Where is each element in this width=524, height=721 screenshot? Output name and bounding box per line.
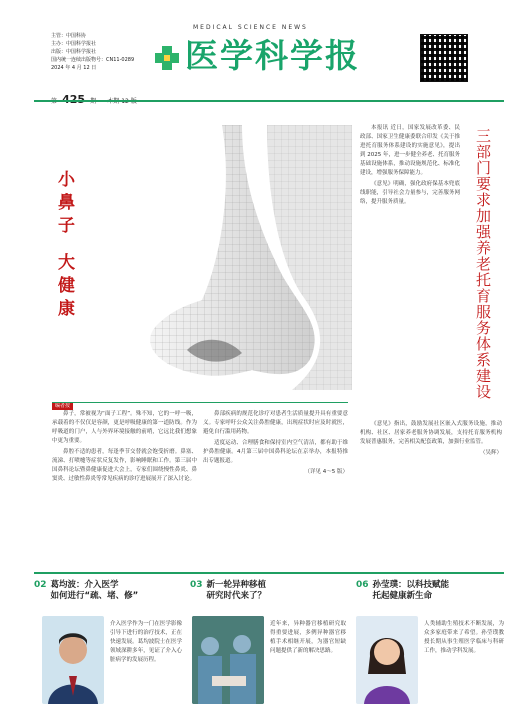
headline-char: 鼻 bbox=[54, 193, 74, 216]
teaser-title-line: 如何进行“疏、堵、修” bbox=[50, 591, 139, 601]
surgery-photo bbox=[192, 616, 264, 704]
teaser-text: 近年来，异种器官移植研究取得重要进展，多例异种器官移植手术相继开展，为器官短缺问题提供了新的解决思路。 bbox=[270, 621, 346, 654]
side-paragraph: 《意见》指出，鼓励发展社区嵌入式服务设施，推动机构、社区、居家养老服务协调发展，支持托育服务机构发展普惠服务，完善相关配套政策，加强行业监管。 bbox=[360, 421, 502, 445]
masthead-info bbox=[51, 32, 134, 72]
teaser-title bbox=[51, 580, 139, 602]
nose-illustration bbox=[92, 125, 352, 390]
feature-tag: 编者按 bbox=[52, 402, 73, 410]
side-story-headline: 三部门要求加强养老托育服务体系建设 bbox=[474, 128, 492, 400]
headline-char: 子 bbox=[54, 216, 74, 239]
teaser-03[interactable] bbox=[190, 580, 350, 710]
headline-char: 小 bbox=[54, 170, 74, 193]
teaser-text: 人类辅助生殖技术不断发展，为众多家庭带来了希望。孙莹璞教授长期从事生殖医学临床与科研工作，推动学科发展。 bbox=[424, 621, 504, 654]
teaser-06[interactable] bbox=[356, 580, 506, 710]
side-story-body bbox=[360, 124, 460, 209]
portrait-photo bbox=[42, 616, 104, 704]
teaser-02[interactable] bbox=[34, 580, 184, 710]
teaser-rule bbox=[34, 572, 504, 574]
qr-code bbox=[420, 34, 468, 82]
masthead-title: 医学科学报 bbox=[185, 36, 360, 75]
side-story-body-lower bbox=[360, 420, 502, 458]
portrait-photo bbox=[356, 616, 418, 704]
teaser-title-line: 葛均波：介入医学 bbox=[50, 580, 119, 590]
teaser-title-line: 孙莹璞：以科技赋能 bbox=[372, 580, 450, 590]
info-line: 出版：中国科学报社 bbox=[51, 49, 97, 55]
masthead-title-en: MEDICAL SCIENCE NEWS bbox=[193, 24, 308, 31]
side-source: （吴辉） bbox=[479, 450, 502, 456]
continued-note: （详见 4～5 版） bbox=[304, 469, 348, 475]
feature-paragraph: 适度运动、合理膳食和保持室内空气清洁，都有助于维护鼻腔健康。4月第三届中国鼻科论坛在京举办，本报特推出专题报道。 bbox=[203, 440, 348, 464]
feature-paragraph: 鼻子，常被视为“面子工程”。殊不知，它的一呼一吸，承载着的不仅仅是容颜，更是呼吸健康的第一道防线。作为呼吸道的门户，人与外界环境接触的前哨，它远比我们想象中更为重要。 bbox=[52, 411, 197, 444]
masthead-rule bbox=[34, 100, 504, 102]
feature-body-left bbox=[52, 410, 197, 486]
teaser-number: 02 bbox=[34, 580, 47, 590]
feature-paragraph: 鼻部疾病的规范化诊疗对患者生活质量提升具有重要意义。专家呼吁公众关注鼻腔健康，出现症状时应及时就医，避免自行滥用药物。 bbox=[203, 411, 348, 435]
teaser-text: 介入医学作为一门在医学影像引导下进行的治疗技术，正在快速发展。葛均波院士在医学领域深耕多年，见证了介入心脏病学的发展历程。 bbox=[110, 621, 182, 663]
logo bbox=[153, 24, 403, 86]
headline-char: 健 bbox=[54, 276, 74, 299]
info-line: 主办：中国科学报社 bbox=[51, 41, 97, 47]
headline-char: 康 bbox=[54, 299, 74, 322]
teaser-title bbox=[373, 580, 450, 602]
info-line: 2024 年 4 月 12 日 bbox=[51, 65, 97, 71]
info-line: 国内统一连续出版物号：CN11-0289 bbox=[51, 57, 135, 63]
feature-rule bbox=[52, 402, 348, 403]
teaser-number: 03 bbox=[190, 580, 203, 590]
teaser-number: 06 bbox=[356, 580, 369, 590]
feature-headline bbox=[52, 170, 77, 322]
info-line: 主管：中国科协 bbox=[51, 33, 87, 39]
feature-paragraph: 鼻腔不适的患者，每逢季节交替就会饱受折磨。鼻塞、流涕、打喷嚏等症状反复发作，影响睡眠和工作。第三届中国鼻科论坛暨鼻健康促进大会上，专家们围绕慢性鼻炎、鼻窦炎、过敏性鼻炎等常见疾病的诊疗进展展开了深入讨论。 bbox=[52, 449, 197, 482]
side-paragraph: 本报讯 近日，国家发展改革委、民政部、国家卫生健康委联合印发《关于推进托育服务体系建设的实施意见》，提出到 2025 年，进一步健全养老、托育服务基础设施体系，推动设施规范化、标准化建设，增强服务保障能力。 bbox=[360, 125, 460, 176]
feature-body-right bbox=[203, 410, 348, 477]
headline-char: 大 bbox=[54, 253, 74, 276]
teaser-title-line: 新一轮异种移植 bbox=[206, 580, 267, 590]
side-paragraph: 《意见》明确，强化政府保基本兜底线职能，引导社会力量参与，完善服务网络，提升服务质量。 bbox=[360, 181, 460, 205]
teaser-title-line: 研究时代来了？ bbox=[206, 591, 267, 601]
teaser-title bbox=[207, 580, 267, 602]
issue-number bbox=[51, 88, 137, 107]
teaser-title-line: 托起健康新生命 bbox=[372, 591, 433, 601]
cross-icon bbox=[153, 44, 181, 72]
